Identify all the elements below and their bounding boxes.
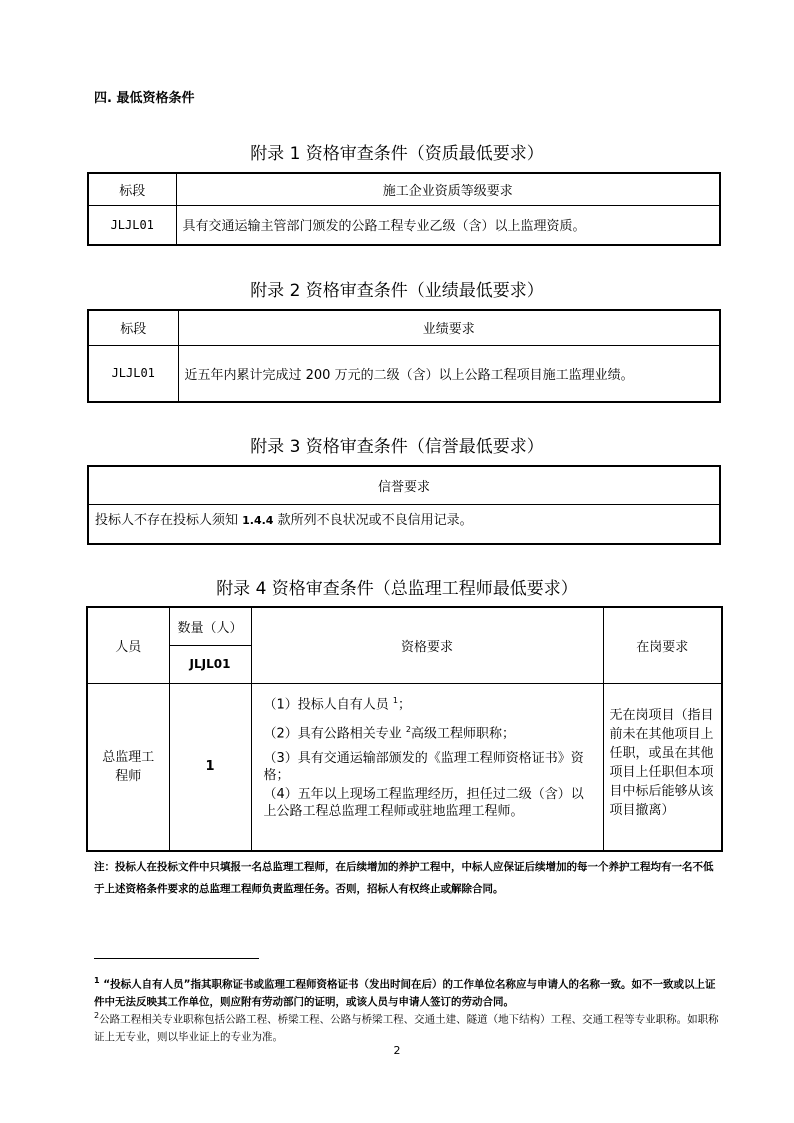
requirement-text: ； (398, 696, 412, 712)
appendix4-row-quantity: 1 (169, 683, 251, 851)
appendix1-row-section: JLJL01 (88, 205, 176, 245)
footnote-ref: 2 (405, 724, 411, 734)
requirement-item-1 (264, 692, 593, 713)
appendix2-row-section: JLJL01 (88, 345, 178, 402)
appendix1-row-requirement: 具有交通运输主管部门颁发的公路工程专业乙级（含）以上监理资质。 (176, 205, 720, 245)
appendix4-header-quantity: 数量（人） (169, 607, 251, 645)
appendix2-header-section: 标段 (88, 310, 178, 345)
appendix4-header-requirements: 资格要求 (251, 607, 603, 683)
requirement-text: 高级工程师职称； (411, 726, 516, 742)
requirement-item-3: （3）具有交通运输部颁发的《监理工程师资格证书》资格； (263, 751, 584, 784)
appendix2-header-requirement: 业绩要求 (178, 310, 720, 345)
page-number: 2 (393, 1044, 401, 1057)
footnote-ref: 1 (392, 695, 399, 705)
appendix1-table (87, 172, 721, 246)
appendix1-caption: 附录 1 资格审查条件（资质最低要求） (250, 144, 544, 164)
requirement-item-2 (264, 721, 593, 742)
appendix4-row-personnel: 总监理工程师 (87, 683, 169, 851)
appendix4-caption: 附录 4 资格审查条件（总监理工程师最低要求） (216, 579, 578, 599)
appendix3-header: 信誉要求 (88, 466, 720, 504)
footnote-1 (94, 972, 719, 1011)
appendix4-header-section: JLJL01 (169, 645, 251, 683)
appendix4-header-onpost: 在岗要求 (603, 607, 722, 683)
appendix3-text-after: 款所列不良状况或不良信用记录。 (273, 512, 473, 528)
section-heading: 四. 最低资格条件 (94, 91, 195, 106)
footnote-divider (94, 958, 259, 959)
footnote-mark: 2 (94, 1011, 100, 1020)
appendix2-row-requirement: 近五年内累计完成过 200 万元的二级（含）以上公路工程项目施工监理业绩。 (178, 345, 720, 402)
appendix2-table (87, 309, 721, 403)
appendix3-table (87, 465, 721, 545)
appendix4-header-personnel: 人员 (87, 607, 169, 683)
appendix3-text-before: 投标人不存在投标人须知 (95, 512, 243, 528)
appendix3-clause: 1.4.4 (242, 513, 274, 527)
appendix4-row-requirements (251, 683, 603, 851)
requirement-item-4: （4）五年以上现场工程监理经历，担任过二级（含）以上公路工程总监理工程师或驻地监理工程师。 (263, 787, 584, 820)
appendix3-row (88, 504, 720, 544)
footnote-2 (94, 1007, 719, 1046)
appendix3-caption: 附录 3 资格审查条件（信誉最低要求） (250, 437, 544, 457)
footnote-text: “投标人自有人员”指其职称证书或监理工程师资格证书（发出时间在后）的工作单位名称应与申请人的名称一致。如不一致或以上证件中无法反映其工作单位，则应附有劳动部门的证明，或该人员与申请人签订的劳动合同。 (94, 978, 716, 1008)
footnote-mark: 1 (94, 976, 100, 985)
appendix1-header-section: 标段 (88, 173, 176, 205)
footnote-text: 公路工程相关专业职称包括公路工程、桥梁工程、公路与桥梁工程、交通土建、隧道（地下结构）工程、交通工程等专业职称。如职称证上无专业，则以毕业证上的专业为准。 (94, 1013, 719, 1043)
appendix2-caption: 附录 2 资格审查条件（业绩最低要求） (250, 281, 544, 301)
table-note: 注：投标人在投标文件中只填报一名总监理工程师，在后续增加的养护工程中，中标人应保证后续增加的每一个养护工程均有一名不低于上述资格条件要求的总监理工程师负责监理任务。否则，招标人有权终止或解除合同。 (94, 861, 714, 895)
requirement-text: （2）具有公路相关专业 (263, 726, 406, 742)
appendix4-row-onpost: 无在岗项目（指目前未在其他项目上任职，或虽在其他项目上任职但本项目中标后能够从该项目撤离） (603, 683, 722, 851)
requirement-text: （1）投标人自有人员 (263, 696, 389, 712)
appendix1-header-requirement: 施工企业资质等级要求 (176, 173, 720, 205)
appendix4-table (86, 606, 723, 852)
